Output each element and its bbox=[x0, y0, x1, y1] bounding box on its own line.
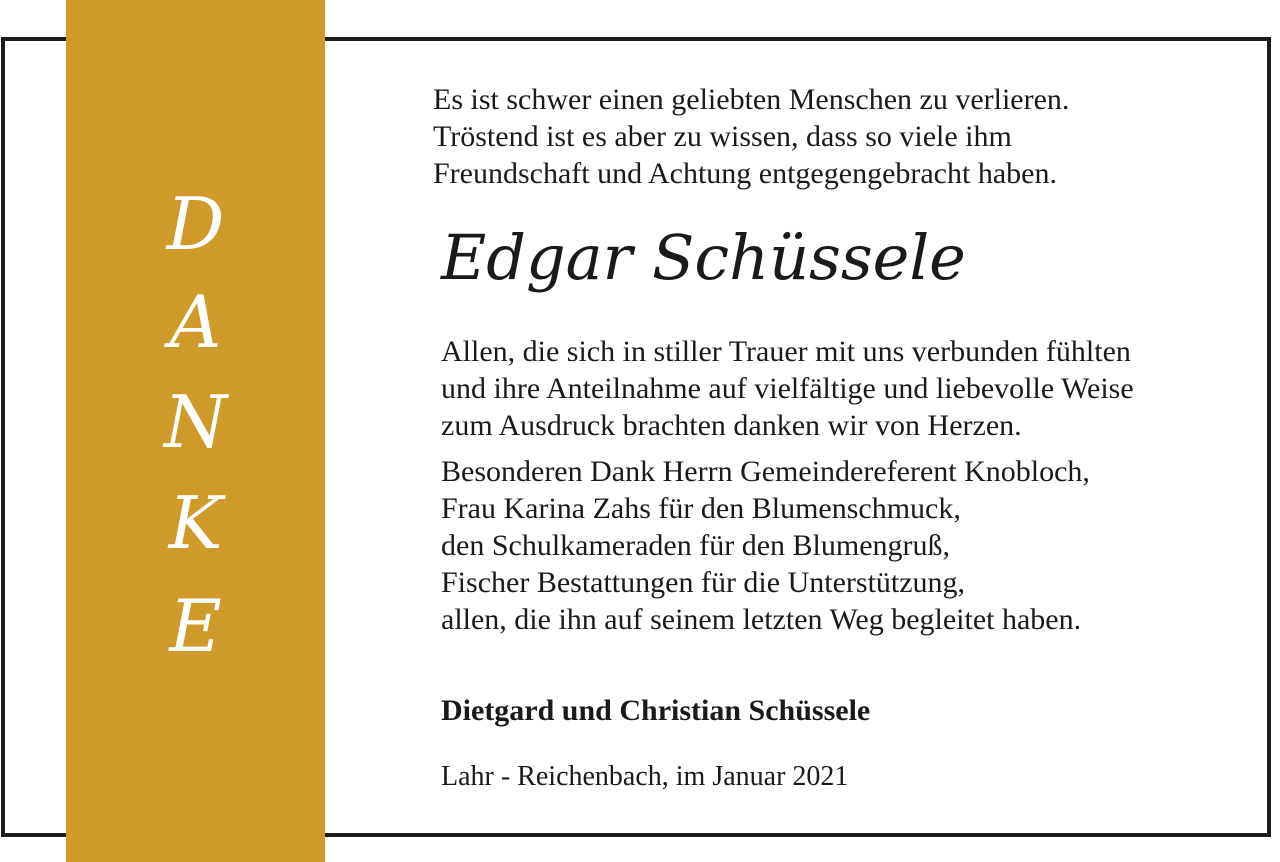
thanks-line: und ihre Anteilnahme auf vielfältige und liebevolle Weise bbox=[441, 372, 1134, 405]
deceased-name: Edgar Schüssele bbox=[441, 221, 966, 294]
intro-line: Es ist schwer einen geliebten Menschen zu verlieren. bbox=[433, 83, 1070, 116]
danke-letter-n: N bbox=[164, 380, 227, 464]
special-thanks-line: Besonderen Dank Herrn Gemeindereferent Knobloch, bbox=[441, 455, 1090, 488]
special-thanks-paragraph bbox=[441, 453, 1090, 638]
danke-letter-k: K bbox=[168, 481, 223, 565]
danke-letter-a: A bbox=[169, 280, 222, 364]
special-thanks-line: Frau Karina Zahs für den Blumenschmuck, bbox=[441, 492, 961, 525]
thanks-paragraph bbox=[441, 333, 1134, 444]
special-thanks-line: allen, die ihn auf seinem letzten Weg begleitet haben. bbox=[441, 603, 1082, 636]
danke-band bbox=[66, 0, 325, 862]
thanks-line: Allen, die sich in stiller Trauer mit uns verbunden fühlten bbox=[441, 335, 1131, 368]
intro-line: Tröstend ist es aber zu wissen, dass so viele ihm bbox=[433, 120, 1012, 153]
thanks-line: zum Ausdruck brachten danken wir von Herzen. bbox=[441, 409, 1022, 442]
intro-line: Freundschaft und Achtung entgegengebracht haben. bbox=[433, 157, 1057, 190]
special-thanks-line: den Schulkameraden für den Blumengruß, bbox=[441, 529, 951, 562]
place-and-date: Lahr - Reichenbach, im Januar 2021 bbox=[441, 761, 849, 792]
intro-paragraph bbox=[433, 81, 1069, 192]
danke-letter-d: D bbox=[166, 182, 225, 266]
danke-letter-e: E bbox=[169, 584, 222, 668]
signer-names: Dietgard und Christian Schüssele bbox=[441, 694, 871, 727]
special-thanks-line: Fischer Bestattungen für die Unterstützung, bbox=[441, 566, 966, 599]
